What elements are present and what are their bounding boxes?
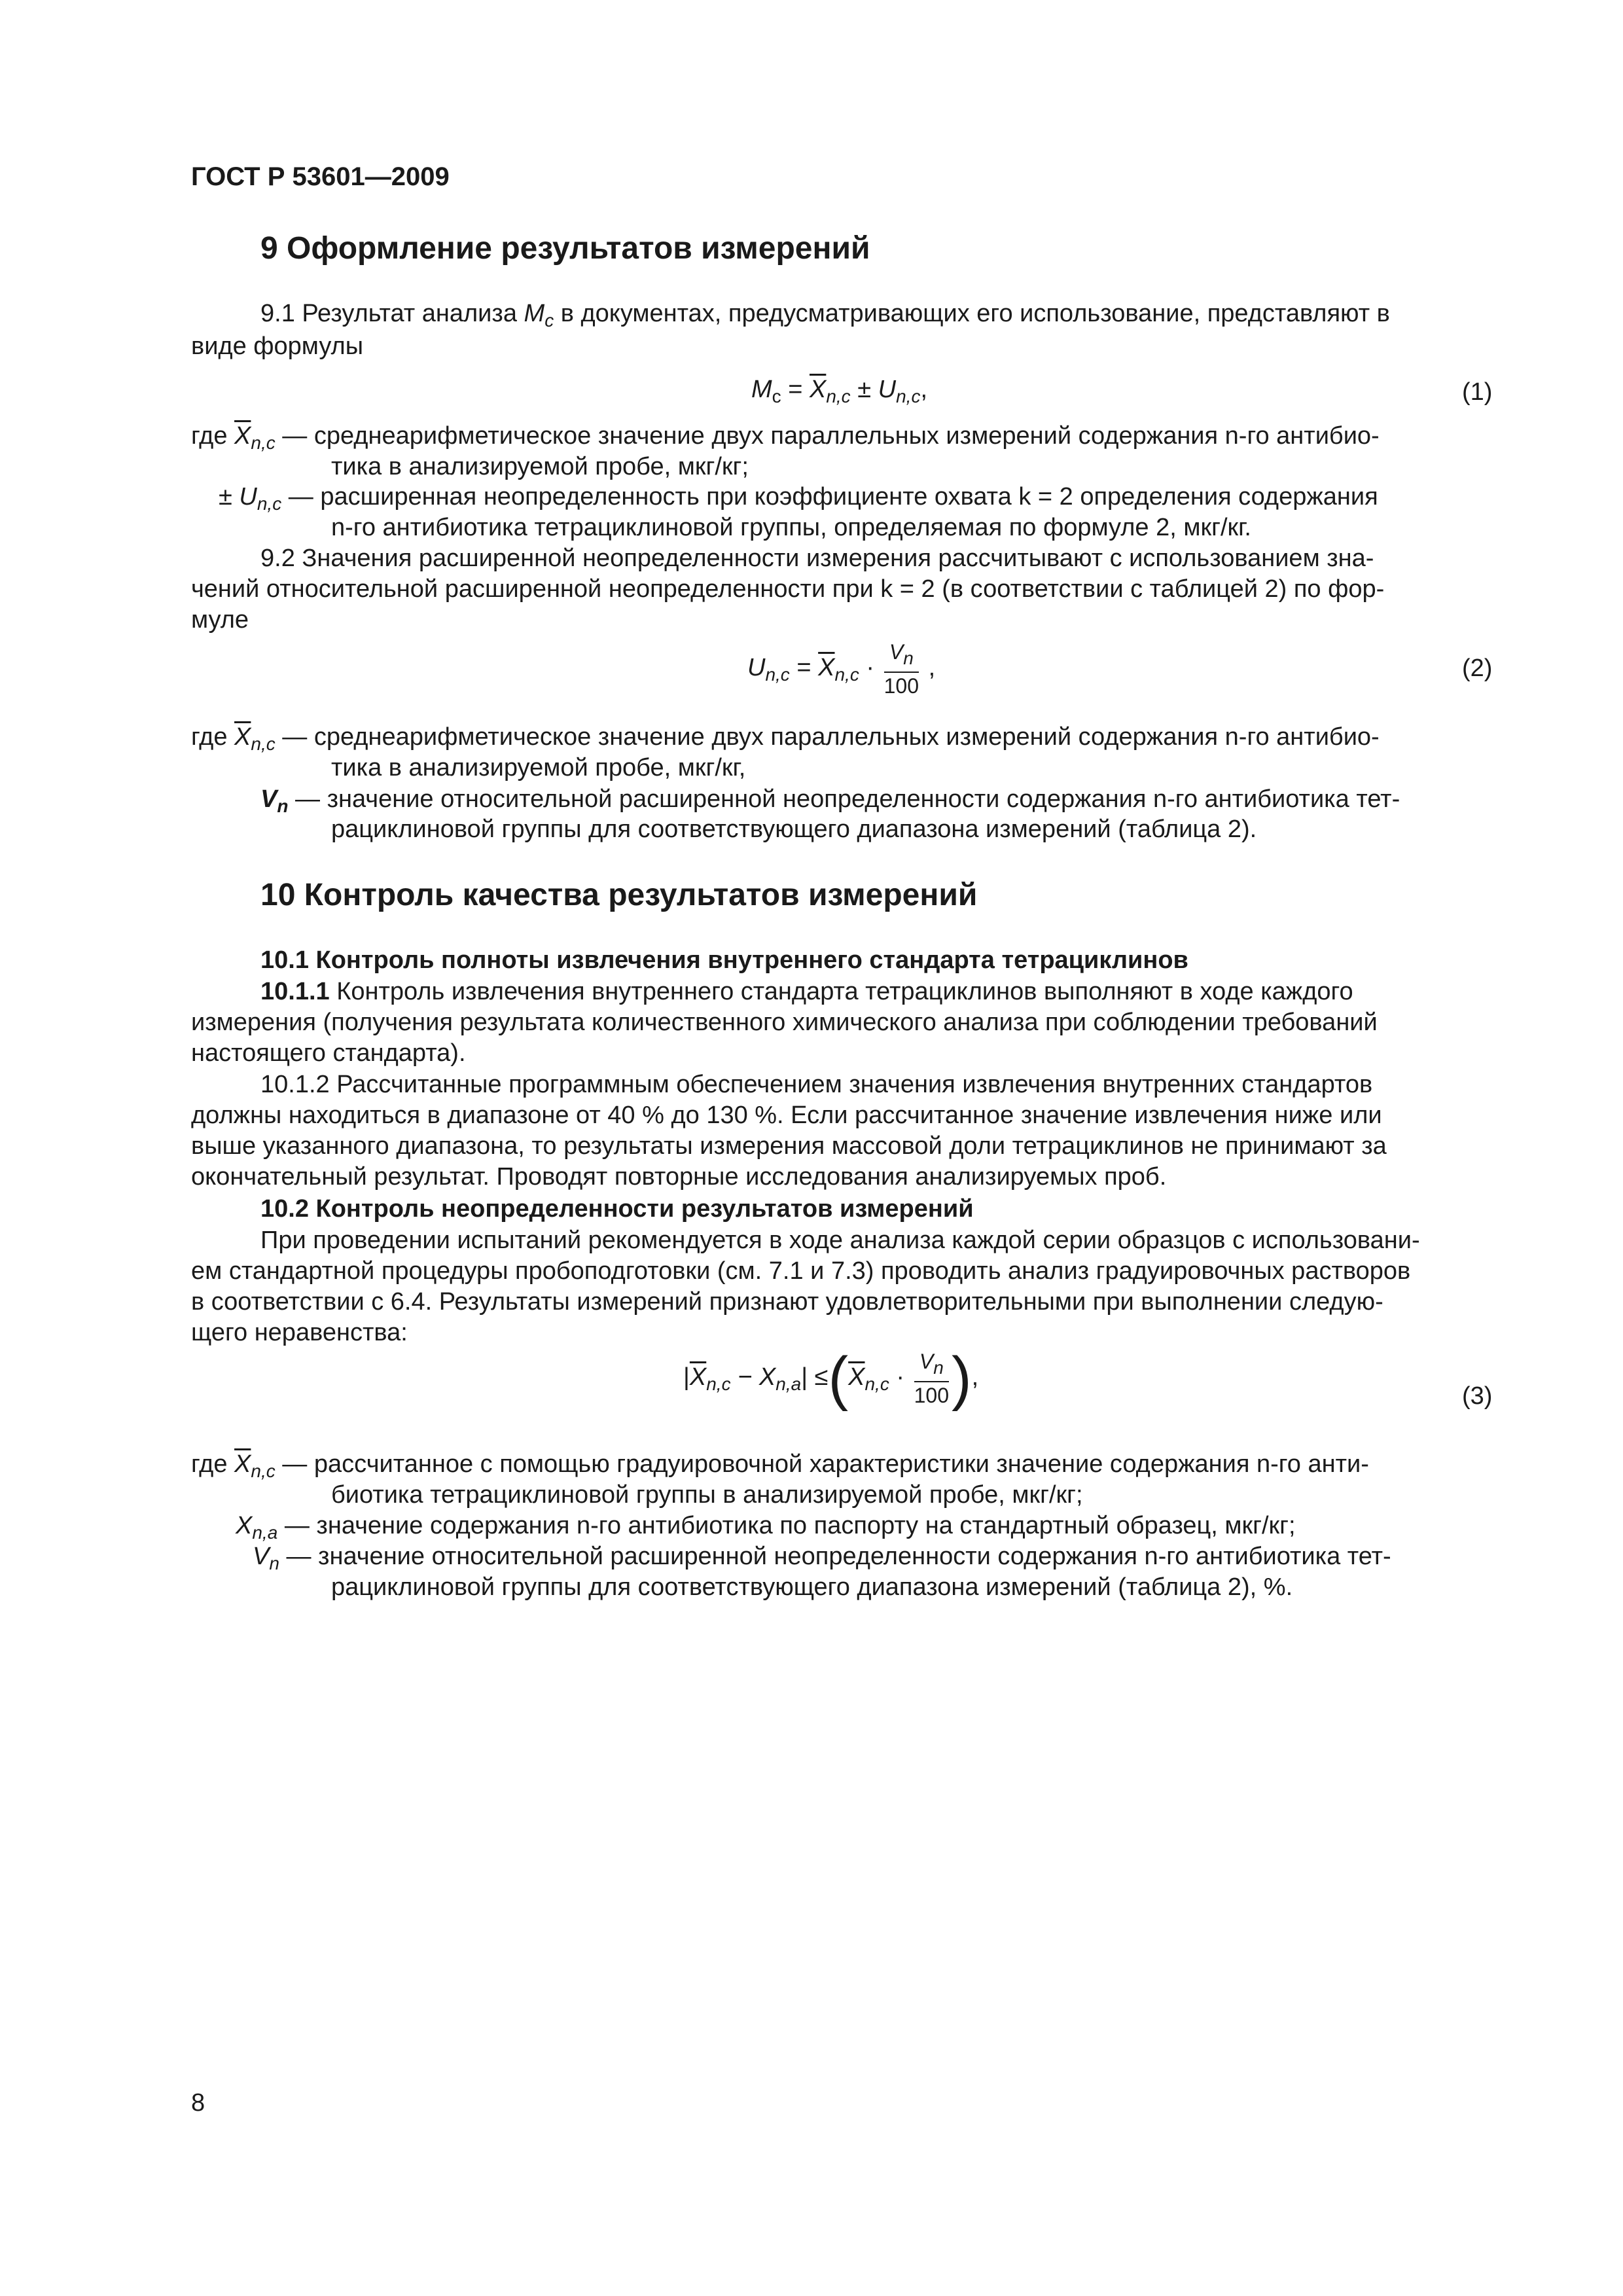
where-6-line1: $X_{n,a}$ — значение содержания n-го антибиотика по паспорту на стандартный образец, мкг/кг; [236,1512,1296,1543]
section-10-1-title: 10.1 Контроль полноты извлечения внутреннего стандарта тетрациклинов [260,946,1188,974]
p102-line4: щего неравенства: [191,1319,408,1346]
where-5-line2: биотика тетрациклиновой группы в анализируемой пробе, мкг/кг; [331,1481,1083,1509]
left-paren: ( [828,1345,849,1412]
where-7-line1: $V_n$ — значение относительной расширенной неопределенности содержания n-го антибиотика тет- [253,1543,1391,1573]
p1011-line2: измерения (получения результата количественного химического анализа при соблюдении требований [191,1009,1378,1036]
p1011-line3: настоящего стандарта). [191,1039,466,1067]
p1011-line1: 10.1.1 Контроль извлечения внутреннего стандарта тетрациклинов выполняют в ходе каждого [260,978,1353,1005]
where-1-line1: где $\overline{X}_{n,c}$ — среднеарифметическое значение двух параллельных измерений содержания n-го антибио- [191,422,1380,453]
p91-line2: виде формулы [191,332,364,360]
section-9-title: 9 Оформление результатов измерений [260,231,870,266]
where-7-line2: рациклиновой группы для соответствующего диапазона измерений (таблица 2), %. [331,1573,1293,1601]
where-1-line2: тика в анализируемой пробе, мкг/кг; [331,453,749,480]
where-4-line2: рациклиновой группы для соответствующего диапазона измерений (таблица 2). [331,816,1257,843]
section-10-title: 10 Контроль качества результатов измерений [260,878,978,912]
where-3-line2: тика в анализируемой пробе, мкг/кг, [331,754,746,781]
section-10-2-title: 10.2 Контроль неопределенности результатов измерений [260,1195,974,1223]
where-2-line2: n-го антибиотика тетрациклиновой группы, определяемая по формуле 2, мкг/кг. [331,514,1251,541]
formula-3-fraction: $\frac{Vn}{100}$ [914,1350,950,1407]
p1012-line2: должны находиться в диапазоне от 40 % до 130 %. Если рассчитанное значение извлечения ниже или [191,1102,1382,1129]
formula-3: $|\overline{X}_{n,c} - X_{n,a}| \le(\overline{X}_{n,c}$ · $\frac{Vn}{100}$ ), [683,1345,979,1412]
formula-2-fraction: $\frac{Vn}{100}$ [883,640,919,698]
formula-1-number: (1) [1462,378,1493,406]
formula-1: $M_c = \overline{X}_{n,c} \pm U_{n,c}$, [751,376,928,406]
p91-line1: 9.1 Результат анализа $M_c$ в документах, предусматривающих его использование, представляют в [260,300,1390,331]
right-paren: ) [952,1345,972,1412]
document-code: ГОСТ Р 53601—2009 [191,162,450,191]
p102-line1: При проведении испытаний рекомендуется в ходе анализа каждой серии образцов с использовани- [260,1227,1420,1254]
p1012-line3: выше указанного диапазона, то результаты измерения массовой доли тетрациклинов не принимают за [191,1132,1387,1160]
p102-line2: ем стандартной процедуры пробоподготовки (см. 7.1 и 7.3) проводить анализ градуировочных растворов [191,1257,1411,1285]
where-3-line1: где $\overline{X}_{n,c}$ — среднеарифметическое значение двух параллельных измерений содержания n-го антибио- [191,723,1380,754]
where-5-line1: где $\overline{X}_{n,c}$ — рассчитанное с помощью градуировочной характеристики значение содержания n-го анти- [191,1450,1369,1481]
p92-line1: 9.2 Значения расширенной неопределенности измерения рассчитывают с использованием зна- [260,545,1374,572]
p1012-line1: 10.1.2 Рассчитанные программным обеспечением значения извлечения внутренних стандартов [260,1071,1373,1098]
page-number: 8 [191,2089,205,2117]
formula-2: $U_{n,c} = \overline{X}_{n,c}$ · $\frac{Vn}{100}$ , [747,640,936,698]
p92-line3: муле [191,606,249,634]
p92-line2: чений относительной расширенной неопределенности при k = 2 (в соответствии с таблицей 2) по фор- [191,575,1385,603]
p1012-line4: окончательный результат. Проводят повторные исследования анализируемых проб. [191,1163,1167,1191]
formula-3-number: (3) [1462,1382,1493,1410]
where-4-line1: $V_n$ — значение относительной расширенной неопределенности содержания n-го антибиотика тет- [260,785,1400,816]
p102-line3: в соответствии с 6.4. Результаты измерений признают удовлетворительными при выполнении следую- [191,1288,1383,1316]
formula-2-number: (2) [1462,655,1493,682]
where-2-line1: ± $U_{n,c}$ — расширенная неопределенность при коэффициенте охвата k = 2 определения содержания [219,483,1378,514]
